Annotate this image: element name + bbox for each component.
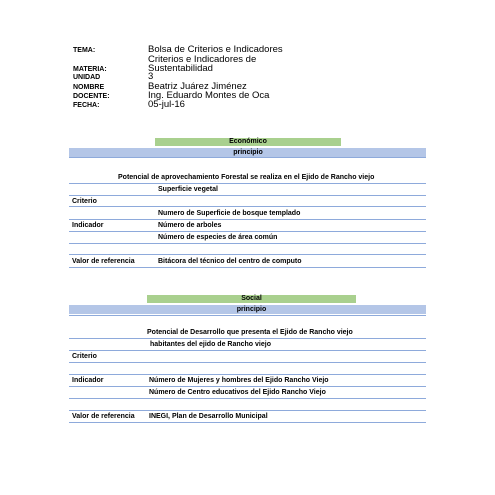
- divider: [69, 410, 426, 411]
- divider: [69, 267, 426, 268]
- tema-value-line1: Bolsa de Criterios e Indicadores: [148, 44, 283, 55]
- nombre-label: NOMBRE: [73, 84, 105, 91]
- divider: [69, 157, 426, 158]
- divider: [69, 350, 426, 351]
- social-indicador-label: Indicador: [72, 377, 104, 384]
- social-principio-label: principio: [236, 306, 267, 313]
- divider: [69, 231, 426, 232]
- economico-criterio-label: Criterio: [72, 198, 97, 205]
- economico-title: Económico: [229, 138, 267, 145]
- social-principio-text: Potencial de Desarrollo que presenta el Ejido de Rancho viejo: [147, 329, 353, 336]
- divider: [69, 183, 426, 184]
- unidad-label: UNIDAD: [73, 74, 101, 81]
- divider: [69, 386, 426, 387]
- fecha-value: 05-jul-16: [148, 99, 185, 110]
- nombre-value: Beatriz Juárez Jiménez: [148, 81, 247, 92]
- social-criterio-value: habitantes del ejido de Rancho viejo: [150, 341, 271, 348]
- social-referencia-label: Valor de referencia: [72, 413, 135, 420]
- economico-criterio-value: Superficie vegetal: [158, 186, 218, 193]
- social-indicador-2: Número de Centro educativos del Ejido Rancho Viejo: [149, 389, 326, 396]
- economico-principio-text: Potencial de aprovechamiento Forestal se realiza en el Ejido de Rancho viejo: [118, 174, 375, 181]
- divider: [69, 243, 426, 244]
- tema-label: TEMA:: [73, 47, 96, 54]
- docente-value: Ing. Eduardo Montes de Oca: [148, 90, 270, 101]
- social-referencia-value: INEGI, Plan de Desarrollo Municipal: [149, 413, 268, 420]
- tema-value-line2: Criterios e Indicadores de: [148, 54, 257, 65]
- divider: [69, 362, 426, 363]
- divider: [69, 206, 426, 207]
- economico-indicador-1: Numero de Superficie de bosque templado: [158, 210, 301, 217]
- docente-label: DOCENTE:: [73, 93, 110, 100]
- divider: [69, 315, 426, 316]
- divider: [69, 254, 426, 255]
- economico-principio-label: principio: [233, 149, 263, 156]
- divider: [69, 422, 426, 423]
- social-indicador-1: Número de Mujeres y hombres del Ejido Rancho Viejo: [149, 377, 329, 384]
- fecha-label: FECHA:: [73, 102, 100, 109]
- economico-indicador-label: Indicador: [72, 222, 104, 229]
- economico-referencia-value: Bitácora del técnico del centro de computo: [158, 258, 302, 265]
- divider: [69, 195, 426, 196]
- divider: [69, 398, 426, 399]
- social-title: Social: [241, 295, 262, 302]
- materia-label: MATERIA:: [73, 66, 107, 73]
- divider: [69, 219, 426, 220]
- unidad-value: 3: [148, 71, 154, 82]
- economico-referencia-label: Valor de referencia: [72, 258, 135, 265]
- economico-indicador-2: Número de arboles: [158, 222, 222, 229]
- social-criterio-label: Criterio: [72, 353, 97, 360]
- materia-value: Sustentabilidad: [148, 63, 213, 74]
- divider: [69, 338, 426, 339]
- economico-indicador-3: Número de especies de área común: [158, 234, 278, 241]
- divider: [69, 374, 426, 375]
